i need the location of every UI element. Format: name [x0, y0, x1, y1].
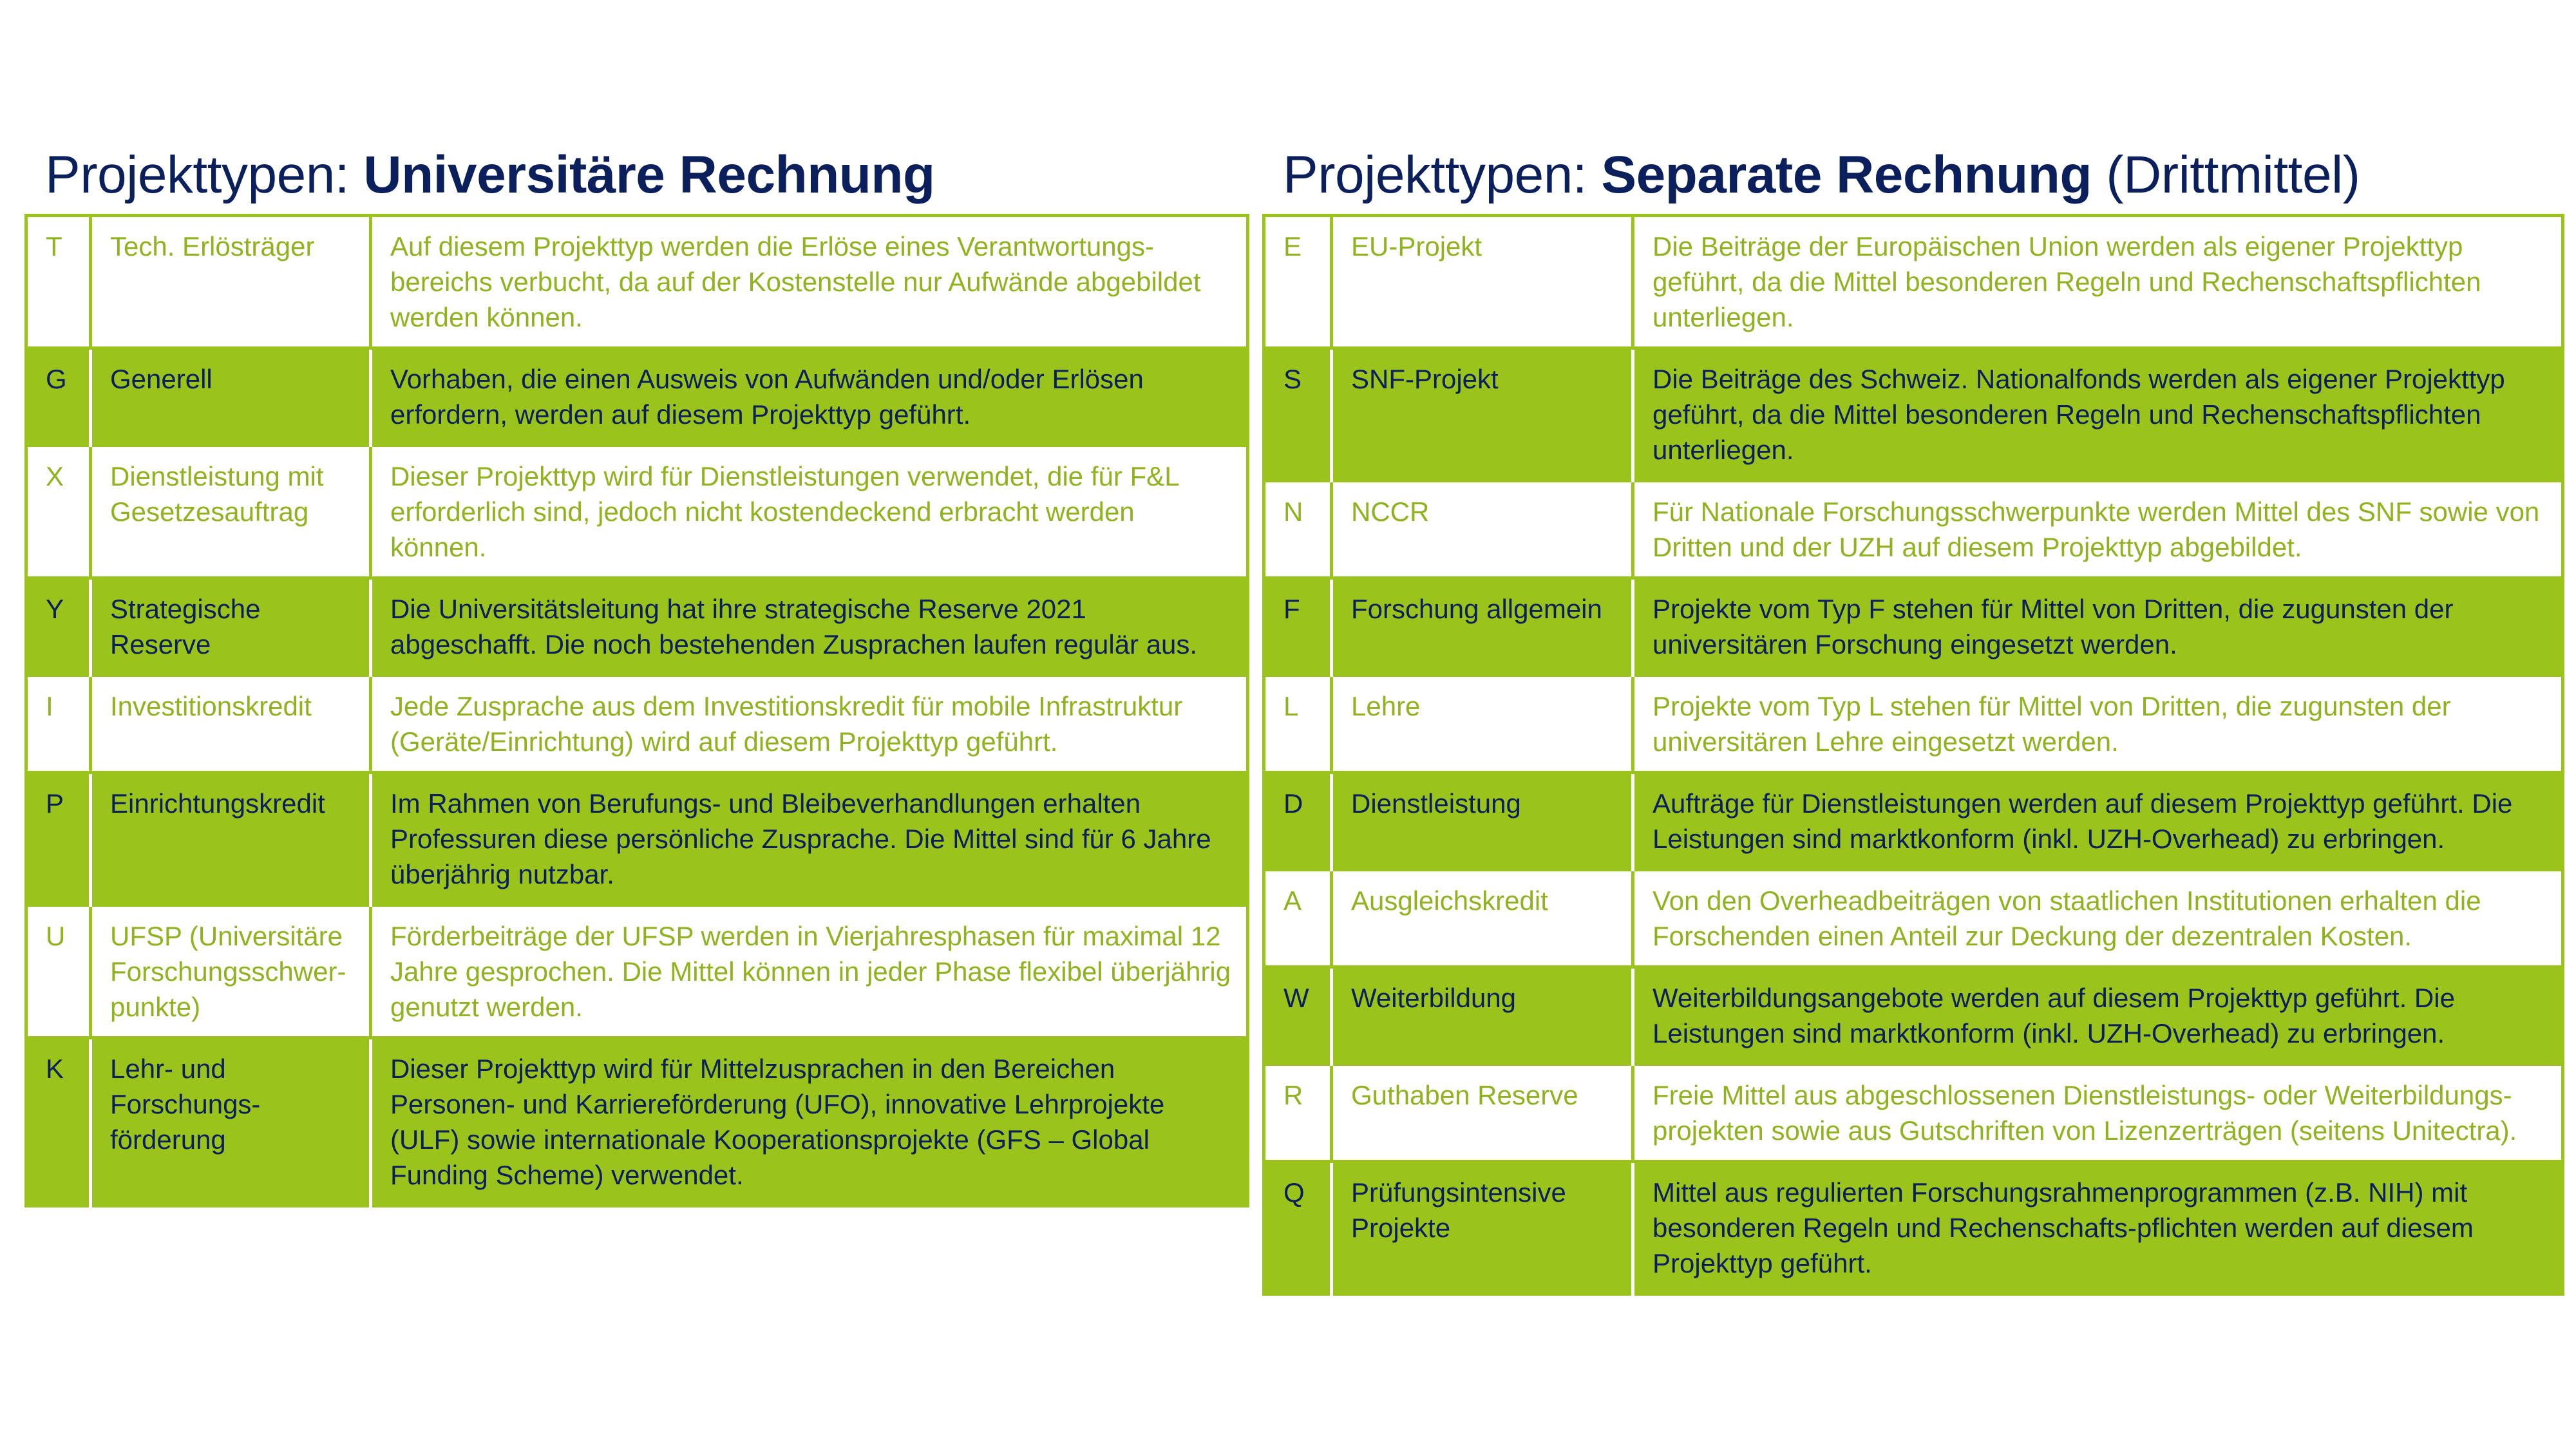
project-description: Auf diesem Projekttyp werden die Erlöse eines Verantwortungs-bereichs verbucht, da auf der Kostenstelle nur Aufwände abgebildet werden können. — [371, 216, 1248, 348]
project-name: Tech. Erlösträger — [91, 216, 371, 348]
project-description: Im Rahmen von Berufungs- und Bleibeverhandlungen erhalten Professuren diese persönliche Zusprache. Die Mittel sind für 6 Jahre überjährig nutzbar. — [371, 773, 1248, 905]
table-row — [1264, 676, 2563, 773]
project-code: Y — [26, 578, 91, 676]
project-name: Forschung allgemein — [1332, 578, 1633, 676]
table-row — [26, 905, 1248, 1038]
project-description: Weiterbildungsangebote werden auf diesem Projekttyp geführt. Die Leistungen sind marktkonform (inkl. UZH-Overhead) zu erbringen. — [1633, 967, 2563, 1065]
project-code: E — [1264, 216, 1332, 348]
project-code: U — [26, 905, 91, 1038]
project-description: Die Beiträge der Europäischen Union werden als eigener Projekttyp geführt, da die Mittel besonderen Regeln und Rechenschaftspflichten unterliegen. — [1633, 216, 2563, 348]
project-name: Strategische Reserve — [91, 578, 371, 676]
project-description: Die Universitätsleitung hat ihre strategische Reserve 2021 abgeschafft. Die noch bestehenden Zusprachen laufen regulär aus. — [371, 578, 1248, 676]
right-project-type-table — [1262, 214, 2564, 1296]
project-code: F — [1264, 578, 1332, 676]
project-description: Förderbeiträge der UFSP werden in Vierjahresphasen für maximal 12 Jahre gesprochen. Die Mittel können in jeder Phase flexibel überjährig genutzt werden. — [371, 905, 1248, 1038]
project-name: SNF-Projekt — [1332, 348, 1633, 481]
table-row — [1264, 481, 2563, 578]
table-row — [26, 446, 1248, 578]
project-code: D — [1264, 773, 1332, 870]
project-code: P — [26, 773, 91, 905]
table-row — [1264, 1065, 2563, 1162]
project-description: Mittel aus regulierten Forschungsrahmenprogrammen (z.B. NIH) mit besonderen Regeln und Rechenschafts-pflichten werden auf diesem Projekttyp geführt. — [1633, 1162, 2563, 1294]
right-title — [1283, 143, 2360, 207]
project-name: Ausgleichskredit — [1332, 870, 1633, 967]
table-row — [1264, 967, 2563, 1065]
project-code: N — [1264, 481, 1332, 578]
project-name: Investitionskredit — [91, 676, 371, 773]
project-description: Vorhaben, die einen Ausweis von Aufwänden und/oder Erlösen erfordern, werden auf diesem Projekttyp geführt. — [371, 348, 1248, 446]
project-name: NCCR — [1332, 481, 1633, 578]
project-code: W — [1264, 967, 1332, 1065]
table-row — [1264, 578, 2563, 676]
project-name: Einrichtungskredit — [91, 773, 371, 905]
project-name: EU-Projekt — [1332, 216, 1633, 348]
table-row — [1264, 870, 2563, 967]
table-row — [26, 216, 1248, 348]
table-row — [26, 578, 1248, 676]
project-name: Guthaben Reserve — [1332, 1065, 1633, 1162]
table-row — [1264, 216, 2563, 348]
project-description: Aufträge für Dienstleistungen werden auf diesem Projekttyp geführt. Die Leistungen sind marktkonform (inkl. UZH-Overhead) zu erbringen. — [1633, 773, 2563, 870]
project-code: Q — [1264, 1162, 1332, 1294]
right-title-bold: Separate Rechnung — [1601, 146, 2092, 204]
table-row — [26, 773, 1248, 905]
project-description: Von den Overheadbeiträgen von staatlichen Institutionen erhalten die Forschenden einen Anteil zur Deckung der dezentralen Kosten. — [1633, 870, 2563, 967]
project-description: Dieser Projekttyp wird für Mittelzusprachen in den Bereichen Personen- und Karriereförderung (UFO), innovative Lehrprojekte (ULF) sowie internationale Kooperationsprojekte (GFS – Global Funding Scheme) verwendet. — [371, 1038, 1248, 1206]
project-description: Dieser Projekttyp wird für Dienstleistungen verwendet, die für F&L erforderlich sind, jedoch nicht kostendeckend erbracht werden können. — [371, 446, 1248, 578]
project-description: Projekte vom Typ L stehen für Mittel von Dritten, die zugunsten der universitären Lehre eingesetzt werden. — [1633, 676, 2563, 773]
project-code: S — [1264, 348, 1332, 481]
project-code: X — [26, 446, 91, 578]
left-title — [45, 143, 935, 207]
project-name: UFSP (Universitäre Forschungsschwer-punkte) — [91, 905, 371, 1038]
project-description: Projekte vom Typ F stehen für Mittel von Dritten, die zugunsten der universitären Forschung eingesetzt werden. — [1633, 578, 2563, 676]
project-code: T — [26, 216, 91, 348]
project-name: Lehre — [1332, 676, 1633, 773]
project-code: L — [1264, 676, 1332, 773]
right-title-prefix: Projekttypen: — [1283, 146, 1602, 204]
left-title-bold: Universitäre Rechnung — [363, 146, 935, 204]
table-row — [1264, 773, 2563, 870]
table-row — [26, 676, 1248, 773]
project-name: Dienstleistung mit Gesetzesauftrag — [91, 446, 371, 578]
project-name: Lehr- und Forschungs-förderung — [91, 1038, 371, 1206]
project-description: Freie Mittel aus abgeschlossenen Dienstleistungs- oder Weiterbildungs-projekten sowie aus Gutschriften von Lizenzerträgen (seitens Unitectra). — [1633, 1065, 2563, 1162]
project-code: G — [26, 348, 91, 446]
project-code: A — [1264, 870, 1332, 967]
left-project-type-table — [24, 214, 1249, 1208]
project-name: Prüfungsintensive Projekte — [1332, 1162, 1633, 1294]
project-description: Jede Zusprache aus dem Investitionskredit für mobile Infrastruktur (Geräte/Einrichtung) wird auf diesem Projekttyp geführt. — [371, 676, 1248, 773]
project-name: Generell — [91, 348, 371, 446]
project-code: K — [26, 1038, 91, 1206]
table-row — [1264, 1162, 2563, 1294]
table-row — [26, 1038, 1248, 1206]
right-title-suffix: (Drittmittel) — [2091, 146, 2360, 204]
project-description: Für Nationale Forschungsschwerpunkte werden Mittel des SNF sowie von Dritten und der UZH auf diesem Projekttyp abgebildet. — [1633, 481, 2563, 578]
project-name: Weiterbildung — [1332, 967, 1633, 1065]
project-name: Dienstleistung — [1332, 773, 1633, 870]
table-row — [1264, 348, 2563, 481]
project-description: Die Beiträge des Schweiz. Nationalfonds werden als eigener Projekttyp geführt, da die Mittel besonderen Regeln und Rechenschaftspflichten unterliegen. — [1633, 348, 2563, 481]
table-row — [26, 348, 1248, 446]
left-title-prefix: Projekttypen: — [45, 146, 364, 204]
project-code: R — [1264, 1065, 1332, 1162]
project-code: I — [26, 676, 91, 773]
